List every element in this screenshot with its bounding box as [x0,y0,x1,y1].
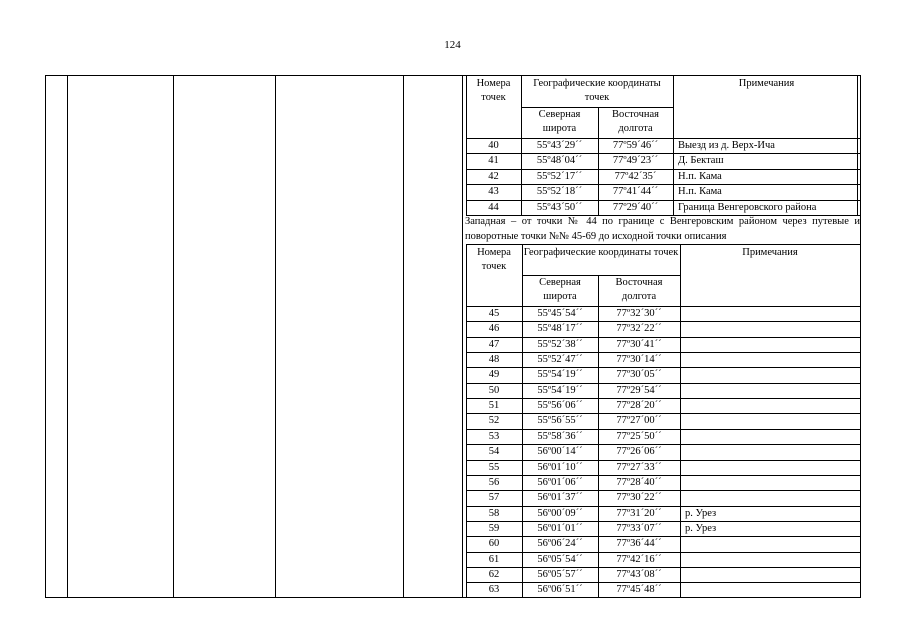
outer-column-rule [67,75,68,597]
point-number: 48 [488,354,500,366]
point-number: 46 [488,323,500,335]
note-value: Н.п. Кама [678,170,722,182]
point-number: 63 [488,584,500,596]
longitude-value: 77º36´44´´ [616,538,662,550]
longitude-value: 77º28´20´´ [616,400,662,412]
point-number: 44 [488,201,499,213]
longitude-value: 77º42´35´ [614,170,657,182]
point-number: 45 [488,308,500,319]
note-value: Н.п. Кама [678,186,722,198]
column-header-num: Номера точек [477,247,511,272]
latitude-value: 55º43´29´´ [536,140,583,151]
point-number: 55 [488,461,500,473]
table-right-rule [857,75,858,215]
point-number: 60 [488,538,500,550]
column-header-east: Восточная долгота [612,109,659,134]
point-number: 62 [488,568,500,580]
latitude-value: 56º01´10´´ [537,461,583,473]
longitude-value: 77º27´00´´ [616,415,662,427]
longitude-value: 77º30´05´´ [616,369,662,381]
latitude-value: 55º43´50´´ [536,201,583,213]
latitude-value: 56º01´01´´ [537,522,583,534]
longitude-value: 77º59´46´´ [612,140,659,151]
point-number: 50 [488,384,500,396]
header-subrule [521,107,673,108]
latitude-value: 55º54´19´´ [537,369,583,381]
outer-column-rule [403,75,404,597]
longitude-value: 77º45´48´´ [616,584,662,596]
outer-column-rule [45,75,46,597]
column-header-geo: Географические координаты точек [523,247,679,258]
longitude-value: 77º26´06´´ [616,446,662,458]
note-value: Выезд из д. Верх-Ича [678,140,775,151]
point-number: 61 [488,553,500,565]
latitude-value: 55º52´38´´ [537,338,583,350]
longitude-value: 77º29´40´´ [612,201,659,213]
longitude-value: 77º30´22´´ [616,492,662,504]
longitude-value: 77º27´33´´ [616,461,662,473]
point-number: 54 [488,446,500,458]
header-subrule [522,275,680,276]
latitude-value: 55º58´36´´ [537,430,583,442]
point-number: 57 [488,492,500,504]
note-value: р. Урез [685,507,717,519]
column-header-notes: Примечания [742,247,798,258]
point-number: 59 [488,522,500,534]
latitude-value: 56º06´51´´ [537,584,583,596]
column-header-notes: Примечания [738,78,795,89]
longitude-value: 77º41´44´´ [612,186,659,198]
note-value: Граница Венгеровского района [678,201,817,213]
latitude-value: 55º52´47´´ [537,354,583,366]
longitude-value: 77º29´54´´ [616,384,662,396]
page-number: 124 [444,39,461,51]
latitude-value: 55º45´54´´ [537,308,583,319]
point-number: 41 [488,155,499,167]
column-header-north: Северная широта [539,277,581,302]
column-header-north: Северная широта [538,109,581,134]
outer-column-rule [860,75,861,597]
point-number: 51 [488,400,500,412]
point-number: 56 [488,476,500,488]
latitude-value: 55º56´06´´ [537,400,583,412]
point-number: 43 [488,186,499,198]
longitude-value: 77º25´50´´ [616,430,662,442]
longitude-value: 77º31´20´´ [616,507,662,519]
latitude-value: 56º01´06´´ [537,476,583,488]
longitude-value: 77º28´40´´ [616,476,662,488]
longitude-value: 77º32´22´´ [616,323,662,335]
latitude-value: 56º05´57´´ [537,568,583,580]
point-number: 42 [488,170,499,182]
longitude-value: 77º30´41´´ [616,338,662,350]
latitude-value: 55º48´04´´ [536,155,583,167]
point-number: 53 [488,430,500,442]
latitude-value: 55º56´55´´ [537,415,583,427]
longitude-value: 77º32´30´´ [616,308,662,319]
outer-bottom-rule [45,597,861,598]
longitude-value: 77º30´14´´ [616,354,662,366]
column-header-geo: Географические координаты точек [533,78,661,103]
point-number: 52 [488,415,500,427]
note-value: р. Урез [685,522,717,534]
latitude-value: 55º54´19´´ [537,384,583,396]
latitude-value: 55º52´17´´ [536,170,583,182]
point-number: 40 [488,140,499,151]
latitude-value: 56º06´24´´ [537,538,583,550]
column-header-num: Номера точек [476,78,511,103]
column-header-east: Восточная долгота [615,277,663,302]
west-boundary-description: Западная – от точки № 44 по границе с Венгеровским районом через путевые и поворотные точки №№ 45-69 до исходной точки описания [465,216,860,242]
latitude-value: 55º48´17´´ [537,323,583,335]
longitude-value: 77º43´08´´ [616,568,662,580]
table-top-rule [466,244,860,245]
note-value: Д. Бекташ [678,155,724,167]
longitude-value: 77º33´07´´ [616,522,662,534]
outer-column-rule [275,75,276,597]
latitude-value: 56º00´14´´ [537,446,583,458]
point-number: 58 [488,507,500,519]
latitude-value: 56º05´54´´ [537,553,583,565]
outer-top-rule [45,75,861,76]
latitude-value: 56º00´09´´ [537,507,583,519]
outer-column-rule [173,75,174,597]
longitude-value: 77º42´16´´ [616,553,662,565]
latitude-value: 55º52´18´´ [536,186,583,198]
latitude-value: 56º01´37´´ [537,492,583,504]
outer-column-rule [462,75,463,597]
column-rule [680,244,681,598]
longitude-value: 77º49´23´´ [612,155,659,167]
point-number: 49 [488,369,500,381]
point-number: 47 [488,338,500,350]
